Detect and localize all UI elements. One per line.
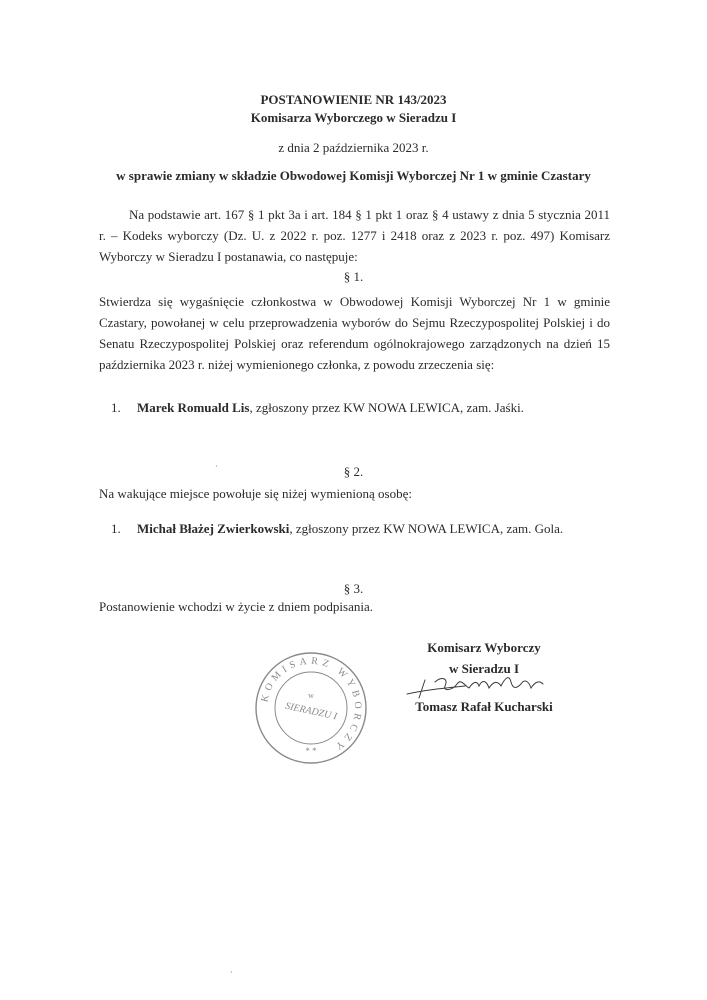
section-1-list-item: [111, 400, 524, 416]
member-details: , zgłoszony przez KW NOWA LEWICA, zam. Jaśki.: [249, 400, 524, 415]
section-2-text: Na wakujące miejsce powołuje się niżej wymienioną osobę:: [99, 486, 412, 501]
member-details: , zgłoszony przez KW NOWA LEWICA, zam. Gola.: [289, 521, 564, 536]
legal-basis-paragraph: Na podstawie art. 167 § 1 pkt 3a i art. 184 § 1 pkt 1 oraz § 4 ustawy z dnia 5 stycznia 2011 r. – Kodeks wyborczy (Dz. U. z 2022 r. poz. 1277 i 2418 oraz z 2023 r. poz. 497) Komisarz Wyborczy w Sieradzu I postanawia, co następuje:: [99, 207, 610, 264]
scan-speck: ·: [230, 968, 233, 977]
stamp-inner-w: w: [308, 691, 314, 700]
document-title: POSTANOWIENIE NR 143/2023: [260, 92, 447, 107]
scan-speck: ·: [215, 462, 218, 471]
handwritten-signature: [405, 668, 545, 702]
list-item-number: 1.: [111, 400, 121, 415]
stamp-inner-city: SIERADZU I: [284, 700, 338, 723]
document-subtitle: Komisarza Wyborczego w Sieradzu I: [250, 110, 457, 125]
stamp-outer-text: KOMISARZ WYBORCZY: [259, 655, 364, 754]
section-3-text: Postanowienie wchodzi w życie z dniem podpisania.: [99, 599, 374, 614]
official-stamp: [253, 650, 369, 766]
section-2-list-item: [111, 521, 563, 537]
section-2-heading: § 2.: [343, 464, 364, 479]
document-subject: w sprawie zmiany w składzie Obwodowej Komisji Wyborczej Nr 1 w gminie Czastary: [116, 168, 591, 183]
section-3-heading: § 3.: [343, 581, 364, 596]
signature-office: w Sieradzu I: [448, 661, 520, 676]
stamp-stars: * *: [305, 746, 317, 756]
section-1-heading: § 1.: [343, 269, 364, 284]
document-date: z dnia 2 października 2023 r.: [278, 140, 429, 155]
member-name: Michał Błażej Zwierkowski: [137, 521, 290, 536]
member-name: Marek Romuald Lis: [137, 400, 250, 415]
signature-title: Komisarz Wyborczy: [427, 640, 541, 655]
list-item-number: 1.: [111, 521, 121, 536]
section-1-text: Stwierdza się wygaśnięcie członkostwa w Obwodowej Komisji Wyborczej Nr 1 w gminie Czastary, powołanej w celu przeprowadzenia wyborów do Sejmu Rzeczypospolitej Polskiej i do Senatu Rzeczypospolitej Polskiej oraz referendum ogólnokrajowego zarządzonych na dzień 15 października 2023 r. niżej wymienionego członka, z powodu zrzeczenia się:: [99, 294, 610, 372]
signatory-name: Tomasz Rafał Kucharski: [415, 699, 553, 714]
